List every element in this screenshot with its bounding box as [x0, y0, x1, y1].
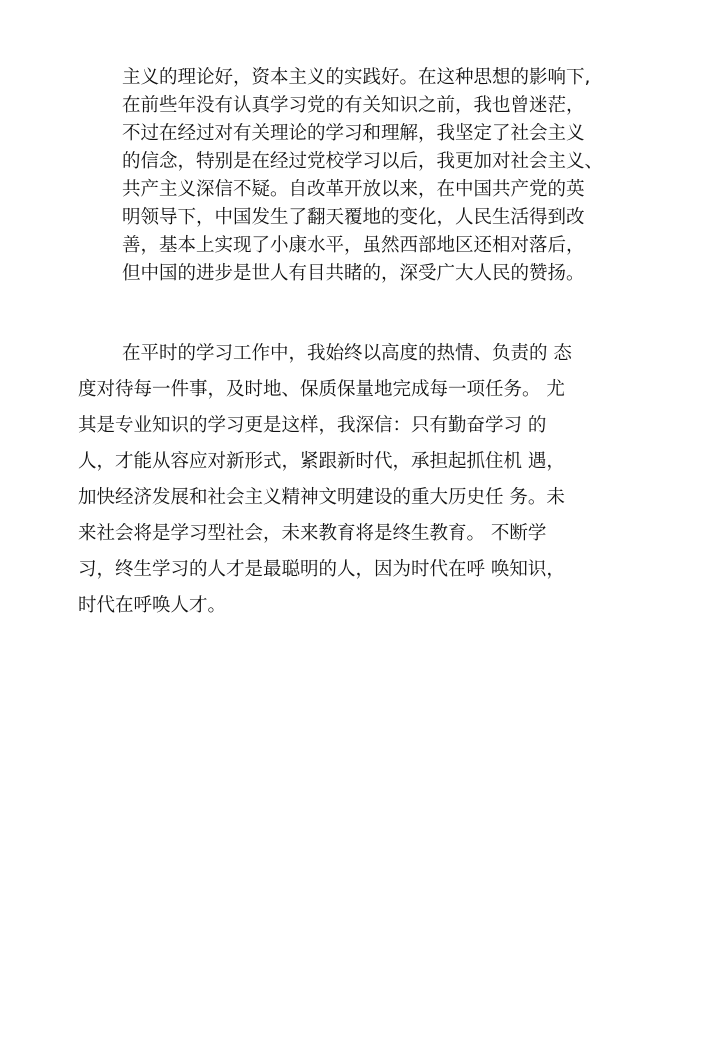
text-line: 不过在经过对有关理论的学习和理解，我坚定了社会主义: [122, 123, 585, 144]
text-line: 人，才能从容应对新形式，紧跟新时代，承担起抓住机 遇，: [78, 451, 565, 472]
text-line: 共产主义深信不疑。自改革开放以来，在中国共产党的英: [122, 179, 585, 200]
text-line: 善，基本上实现了小康水平，虽然西部地区还相对落后，: [122, 235, 585, 256]
text-line: 的信念，特别是在经过党校学习以后，我更加对社会主义、: [122, 151, 604, 172]
text-line: 明领导下，中国发生了翻天覆地的变化，人民生活得到改: [122, 207, 585, 228]
text-line: 来社会将是学习型社会，未来教育将是终生教育。 不断学: [78, 523, 547, 544]
text-line: 度对待每一件事，及时地、保质保量地完成每一项任务。 尤: [78, 379, 565, 400]
text-line: 在平时的学习工作中，我始终以高度的热情、负责的 态: [122, 343, 572, 364]
text-line: 其是专业知识的学习更是这样，我深信：只有勤奋学习 的: [78, 415, 547, 436]
text-line: 时代在呼唤人才。: [78, 595, 227, 616]
text-line: 加快经济发展和社会主义精神文明建设的重大历史任 务。未: [78, 487, 565, 508]
text-line: 在前些年没有认真学习党的有关知识之前，我也曾迷茫，: [122, 95, 585, 116]
text-line: 但中国的进步是世人有目共睹的，深受广大人民的赞扬。: [122, 263, 585, 284]
text-line: 习，终生学习的人才是最聪明的人，因为时代在呼 唤知识，: [78, 559, 565, 580]
paragraph-2: [78, 336, 678, 624]
text-line: 主义的理论好，资本主义的实践好。在这种思想的影响下,: [122, 67, 591, 88]
paragraph-1: [122, 64, 682, 288]
